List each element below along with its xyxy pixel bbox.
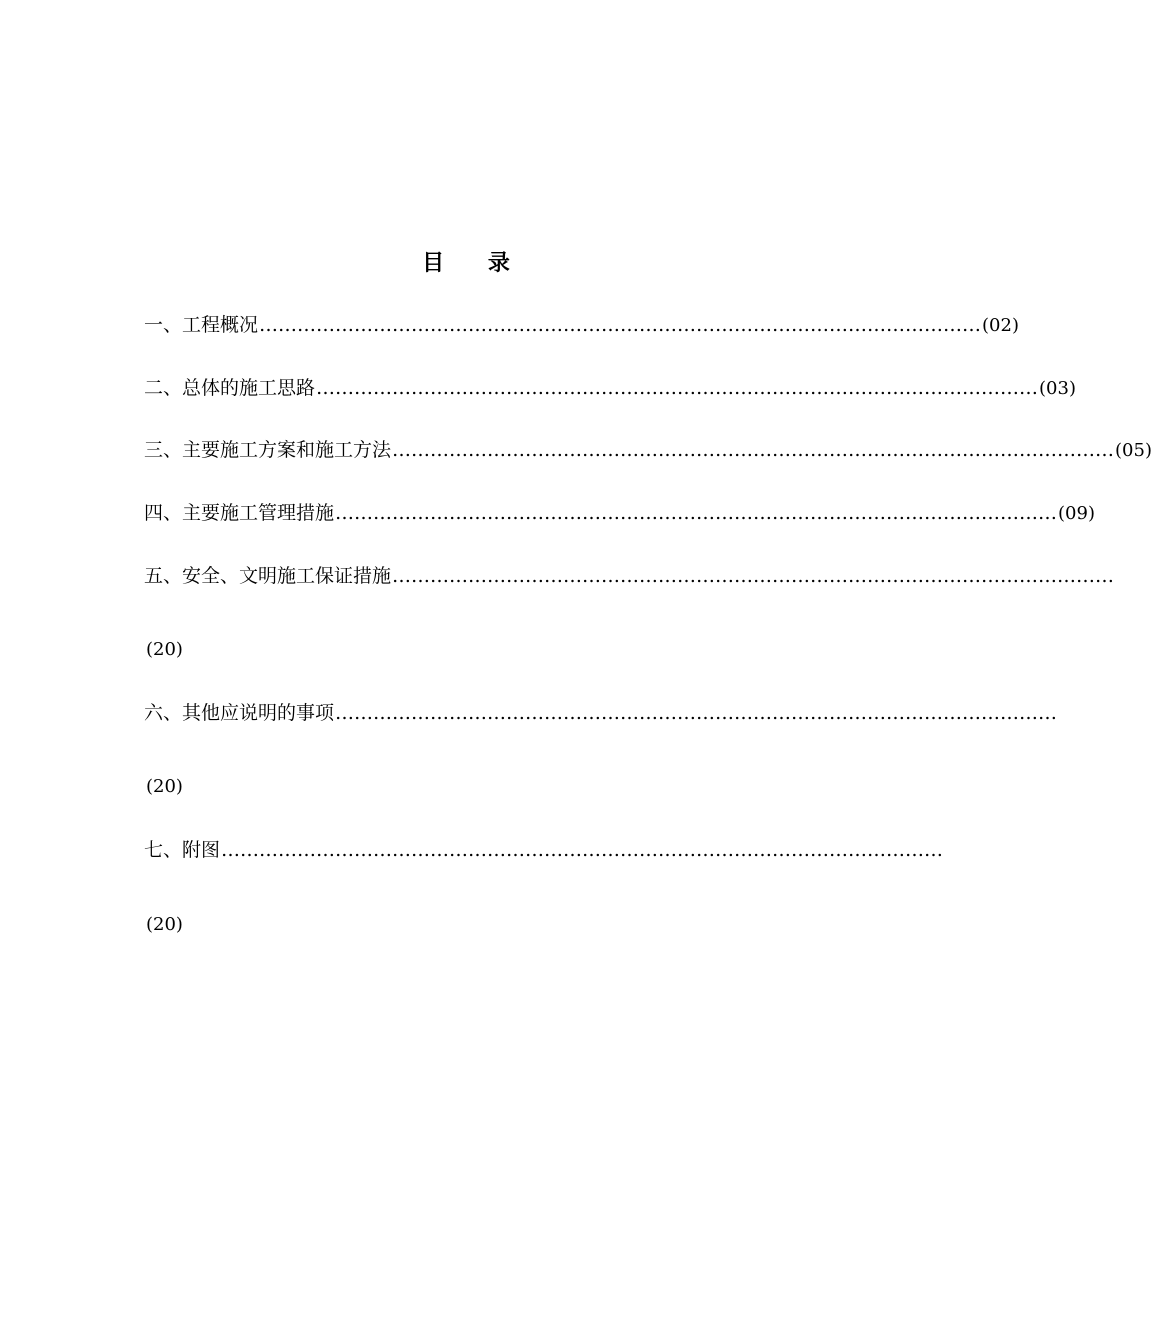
toc-entry-number: 一、 (144, 314, 183, 336)
toc-entry[interactable] (144, 373, 1076, 403)
toc-entry-number: 五、 (144, 565, 183, 587)
toc-entry-number: 四、 (144, 502, 183, 524)
toc-title: 目 录 (422, 250, 528, 276)
toc-entry-page: (05) (1115, 440, 1152, 461)
toc-entry-page[interactable]: (20) (146, 639, 183, 660)
toc-entry[interactable] (144, 698, 1058, 728)
toc-entry-page: (09) (1058, 503, 1095, 524)
toc-entry[interactable] (144, 435, 1152, 465)
toc-entry-label: 安全、文明施工保证措施 (182, 565, 392, 587)
toc-entry-label: 总体的施工思路 (182, 377, 316, 399)
toc-entry-number: 三、 (144, 439, 183, 461)
toc-entry-page: (03) (1039, 378, 1076, 399)
toc-entry[interactable] (144, 498, 1095, 528)
toc-entry[interactable] (144, 310, 1019, 340)
dot-leader: …………………………………………………………………………………………………… (335, 502, 1058, 524)
dot-leader: …………………………………………………………………………………………………… (316, 377, 1039, 399)
toc-entry-number: 二、 (144, 377, 183, 399)
dot-leader: …………………………………………………………………………………………………… (221, 839, 944, 861)
toc-entry-number: 六、 (144, 702, 183, 724)
toc-entry-page[interactable]: (20) (146, 914, 183, 935)
toc-entry[interactable] (144, 835, 944, 865)
toc-entry-label: 附图 (182, 839, 221, 861)
toc-entry[interactable] (144, 561, 1115, 591)
toc-entry-page[interactable]: (20) (146, 776, 183, 797)
toc-entry-label: 其他应说明的事项 (182, 702, 335, 724)
dot-leader: …………………………………………………………………………………………………… (335, 702, 1058, 724)
dot-leader: …………………………………………………………………………………………………… (392, 439, 1115, 461)
toc-entry-label: 主要施工管理措施 (182, 502, 335, 524)
toc-entry-label: 工程概况 (182, 314, 259, 336)
dot-leader: …………………………………………………………………………………………………… (259, 314, 982, 336)
toc-entry-label: 主要施工方案和施工方法 (182, 439, 392, 461)
toc-entry-number: 七、 (144, 839, 183, 861)
dot-leader: …………………………………………………………………………………………………… (392, 565, 1115, 587)
toc-entry-page: (02) (982, 315, 1019, 336)
